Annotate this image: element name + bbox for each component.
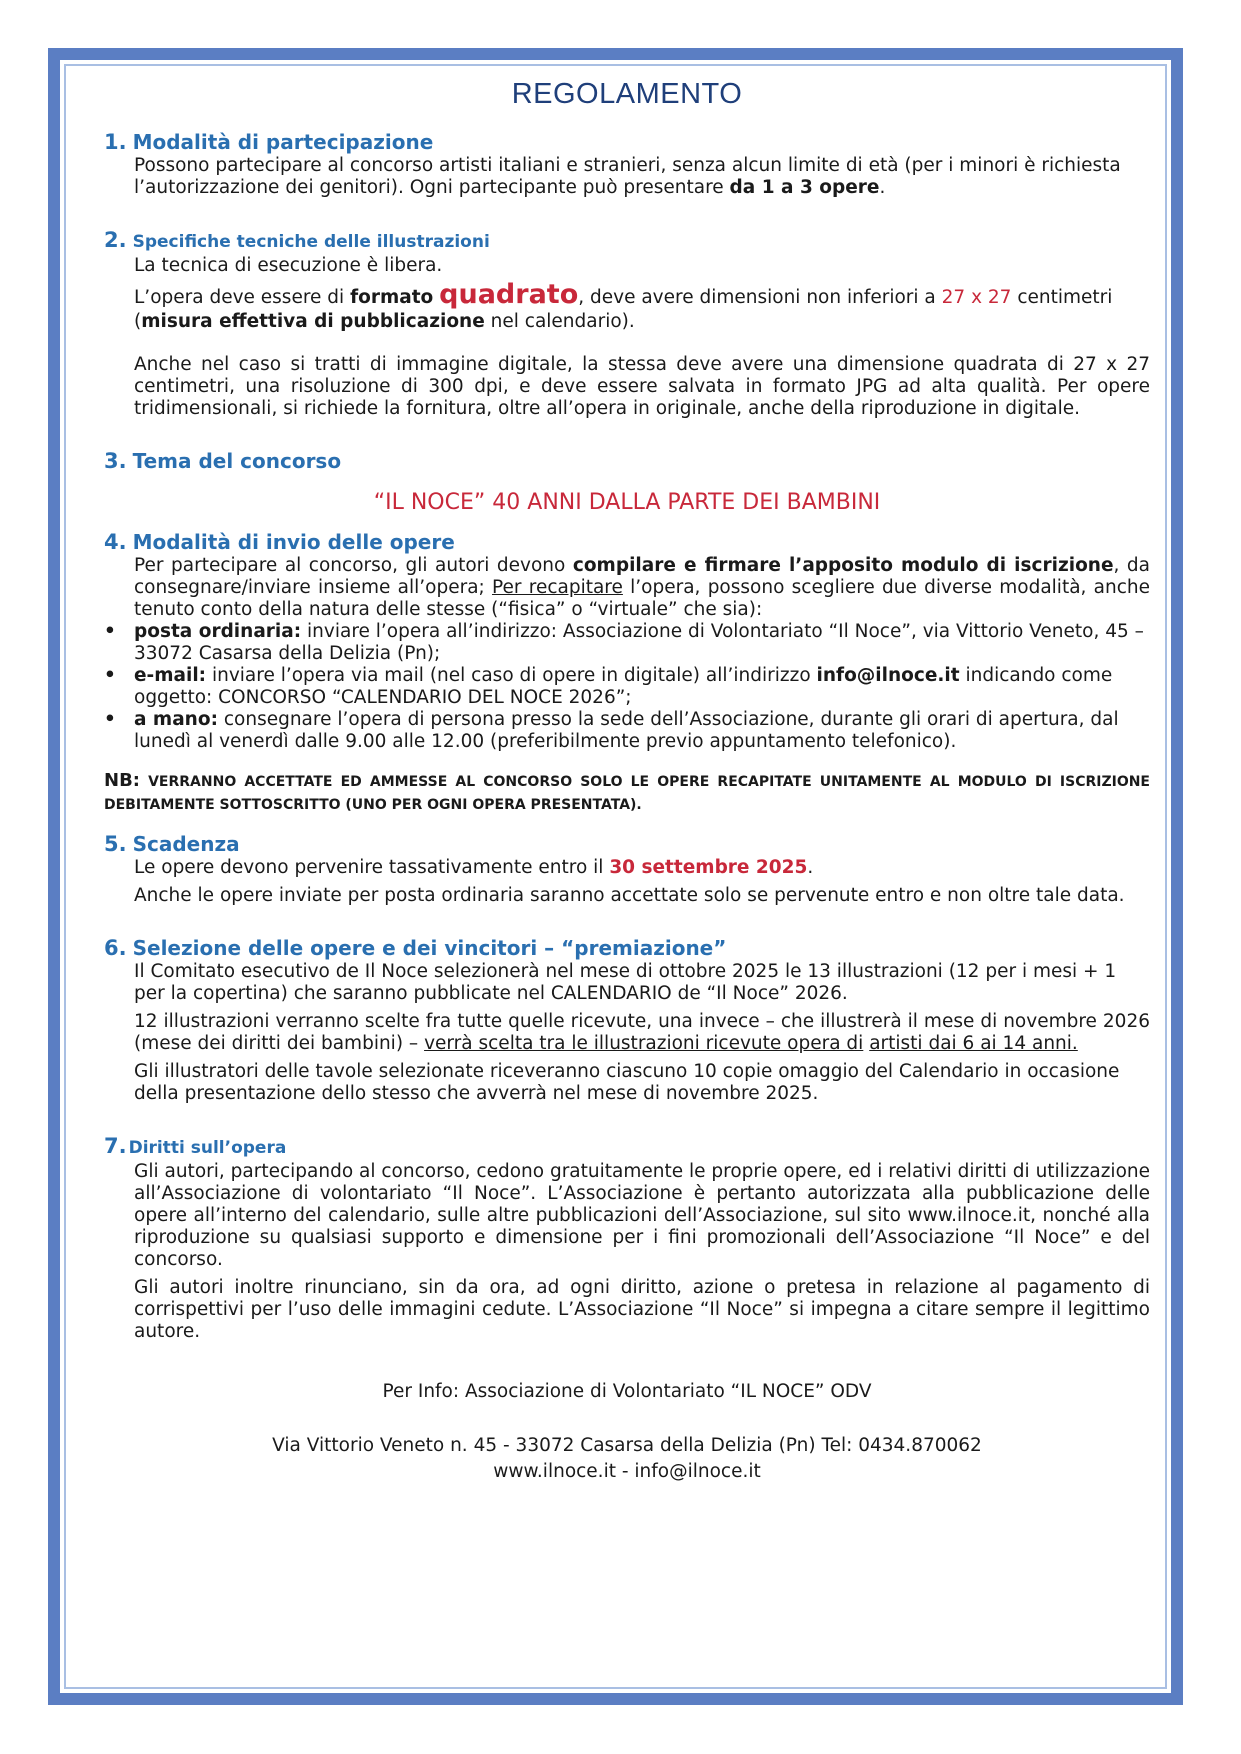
footer-info: Per Info: Associazione di Volontariato “IL NOCE” ODV xyxy=(382,1381,872,1402)
note-label: NB: xyxy=(104,770,140,791)
section-technical-specs xyxy=(104,227,1150,420)
section-body xyxy=(134,857,1150,907)
email-link[interactable]: info@ilnoce.it xyxy=(816,665,960,686)
section-title: Modalità di partecipazione xyxy=(132,130,434,154)
deadline-date: 30 settembre 2025 xyxy=(609,857,808,878)
text: nel calendario). xyxy=(484,311,635,332)
section-number: 1. xyxy=(104,130,127,154)
paragraph: Gli illustratori delle tavole selezionate riceveranno ciascuno 10 copie omaggio del Calendario in occasione della presentazione dello stesso che avverrà nel mese di novembre 2025. xyxy=(134,1061,1120,1104)
spacer xyxy=(104,426,1150,448)
section-title: Diritti sull’opera xyxy=(128,1138,287,1158)
paragraph: La tecnica di esecuzione è libera. xyxy=(134,255,443,276)
bold-text: a mano: xyxy=(134,709,218,730)
section-body xyxy=(134,555,1150,621)
section-number: 2. xyxy=(104,228,127,252)
paragraph xyxy=(134,1011,1150,1055)
footer-web[interactable]: www.ilnoce.it - info@ilnoce.it xyxy=(493,1461,761,1482)
section-body xyxy=(134,1161,1150,1343)
text: consegnare l’opera di persona presso la sede dell’Associazione, durante gli orari di apertura, dal lunedì al venerdì dalle 9.00 alle 12.00 (preferibilmente previo appuntamento telefonico). xyxy=(134,709,1119,752)
paragraph: Il Comitato esecutivo de Il Noce selezionerà nel mese di ottobre 2025 le 13 illustrazioni (12 per i mesi + 1 per la copertina) che saranno pubblicate nel CALENDARIO de “Il Noce” 2026. xyxy=(134,961,1117,1004)
section-deadline xyxy=(104,831,1150,907)
paragraph: Gli autori, partecipando al concorso, cedono gratuitamente le proprie opere, ed i relativi diritti di utilizzazione all’Associazione di volontariato “Il Noce”. L’Associazione è pertanto autorizzata alla pubblicazione delle opere all’interno del calendario, sulle altre pubblicazioni dell’Associazione, sul sito www.ilnoce.it, nonché alla riproduzione su qualsiasi supporto e dimensione per i fini promozionali dell’Associazione “Il Noce” e del concorso. xyxy=(134,1161,1150,1270)
highlight-text: 27 x 27 xyxy=(941,287,1012,308)
paragraph xyxy=(134,555,1150,621)
text: inviare l’opera all’indirizzo: Associazione di Volontariato “Il Noce”, via Vittorio Veneto, 45 – 33072 Casarsa della Delizia (Pn); xyxy=(134,621,1144,664)
section-heading xyxy=(104,448,1150,474)
paragraph: Anche nel caso si tratti di immagine digitale, la stessa deve avere una dimensione quadrata di 27 x 27 centimetri, una risoluzione di 300 dpi, e deve essere salvata in formato JPG ad alta qualità. Per opere tridimensionali, si richiede la fornitura, oltre all’opera in originale, anche della riproduzione in digitale. xyxy=(134,354,1150,419)
footer-address: Via Vittorio Veneto n. 45 - 33072 Casarsa della Delizia (Pn) Tel: 0434.870062 xyxy=(272,1435,982,1456)
bullet-icon: • xyxy=(104,665,116,686)
bullet-icon: • xyxy=(104,709,116,730)
spacer xyxy=(104,1111,1150,1133)
section-heading xyxy=(104,227,1150,255)
section-title: Scadenza xyxy=(132,832,240,856)
section-theme xyxy=(104,448,1150,515)
bold-text: da 1 a 3 opere xyxy=(729,177,880,198)
paragraph xyxy=(134,857,1150,879)
footer xyxy=(104,1379,1150,1485)
section-submission xyxy=(104,529,1150,753)
section-body xyxy=(134,961,1150,1105)
section-selection xyxy=(104,935,1150,1105)
text: Le opere devono pervenire tassativamente entro il xyxy=(134,857,610,878)
section-heading xyxy=(104,529,1150,555)
bold-text: compilare e firmare l’apposito modulo di iscrizione xyxy=(572,555,1114,576)
text: . xyxy=(807,857,814,878)
paragraph: Anche le opere inviate per posta ordinaria saranno accettate solo se pervenute entro e non oltre tale data. xyxy=(134,885,1125,906)
text: Possono partecipare al concorso artisti italiani e stranieri, senza alcun limite di età (per i minori è richiesta l’autorizzazione dei genitori). Ogni partecipante può presentare xyxy=(134,155,1121,198)
paragraph xyxy=(134,279,1150,334)
text: 12 illustrazioni verranno scelte fra tutte quelle ricevute, una invece – che illustrerà il mese di novembre 2026 (mese dei diritti dei bambini) – xyxy=(134,1011,1150,1054)
underlined-text: Per recapitare xyxy=(492,577,623,598)
section-rights xyxy=(104,1133,1150,1343)
list-item xyxy=(104,709,1150,753)
text: L’opera deve essere di xyxy=(134,287,351,308)
spacer xyxy=(104,205,1150,227)
text: . xyxy=(879,177,886,198)
section-number: 5. xyxy=(104,832,127,856)
bold-text: misura effettiva di pubblicazione xyxy=(141,311,485,332)
section-title: Modalità di invio delle opere xyxy=(132,530,455,554)
underlined-text: artisti dai 6 ai 14 anni. xyxy=(869,1033,1078,1054)
text: , deve avere dimensioni non inferiori a xyxy=(578,287,942,308)
bold-text: formato xyxy=(350,287,434,308)
page-title: REGOLAMENTO xyxy=(511,78,743,110)
section-participation xyxy=(104,129,1150,199)
spacer xyxy=(104,913,1150,935)
section-number: 4. xyxy=(104,530,127,554)
section-heading xyxy=(104,831,1150,857)
text: centimetri ( xyxy=(134,287,1113,332)
paragraph xyxy=(134,155,1150,199)
contest-theme: “IL NOCE” 40 ANNI DALLA PARTE DEI BAMBINI xyxy=(373,490,881,515)
bold-text: posta ordinaria: xyxy=(134,621,302,642)
text: Per partecipare al concorso, gli autori devono xyxy=(134,555,573,576)
section-heading xyxy=(104,935,1150,961)
section-body xyxy=(134,255,1150,420)
list-item xyxy=(104,621,1150,665)
section-number: 6. xyxy=(104,936,127,960)
section-body xyxy=(134,155,1150,199)
list-item xyxy=(104,665,1150,709)
text: , da consegnare/inviare insieme all’opera; xyxy=(134,555,1150,598)
note-text: VERRANNO ACCETTATE ED AMMESSE AL CONCORSO SOLO LE OPERE RECAPITATE UNITAMENTE AL MODULO DI ISCRIZIONE DEBITAMENTE SOTTOSCRITTO (UNO PER OGNI OPERA PRESENTATA). xyxy=(104,774,1150,813)
text: indicando come oggetto: CONCORSO “CALENDARIO DEL NOCE 2026”; xyxy=(134,665,1113,708)
text: inviare l’opera via mail (nel caso di opere in digitale) all’indirizzo xyxy=(206,665,817,686)
document-content xyxy=(104,72,1150,1485)
section-title: Tema del concorso xyxy=(132,449,342,473)
section-heading xyxy=(104,1133,1150,1161)
note-box xyxy=(104,769,1150,817)
section-title: Specifiche tecniche delle illustrazioni xyxy=(132,232,490,252)
underlined-text: verrà scelta tra le illustrazioni ricevute opera di xyxy=(424,1033,864,1054)
section-number: 3. xyxy=(104,449,127,473)
bullet-icon: • xyxy=(104,621,116,642)
paragraph: Gli autori inoltre rinunciano, sin da ora, ad ogni diritto, azione o pretesa in relazione al pagamento di corrispettivi per l’uso delle immagini cedute. L’Associazione “Il Noce” si impegna a citare sempre il legittimo autore. xyxy=(134,1277,1150,1342)
text: l’opera, possono scegliere due diverse modalità, anche tenuto conto della natura delle stesse (“fisica” o “virtuale” che sia): xyxy=(134,577,1151,620)
delivery-methods-list xyxy=(104,621,1150,753)
highlight-text: quadrato xyxy=(439,279,579,310)
section-number: 7. xyxy=(104,1134,127,1158)
section-heading xyxy=(104,129,1150,155)
bold-text: e-mail: xyxy=(134,665,207,686)
section-title: Selezione delle opere e dei vincitori – “premiazione” xyxy=(132,936,727,960)
